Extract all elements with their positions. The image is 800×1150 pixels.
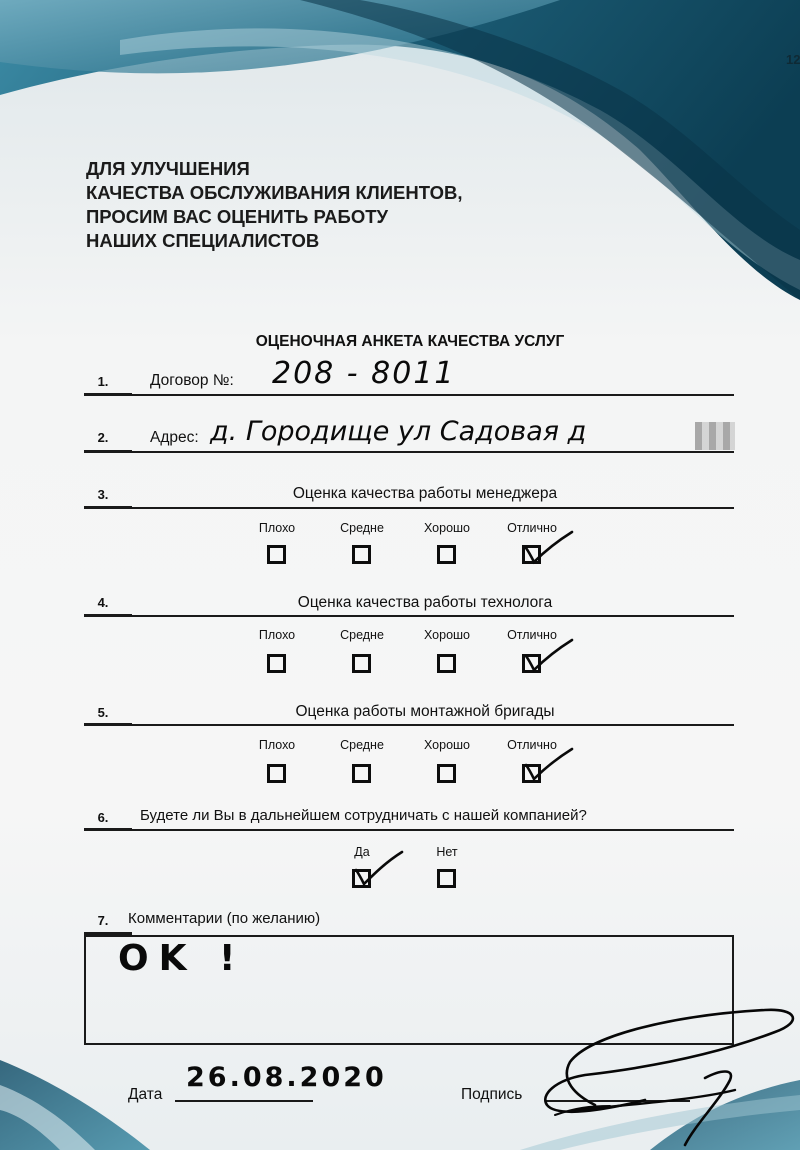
option-label: Отлично xyxy=(507,738,557,752)
item-number: 2. xyxy=(97,430,109,445)
question-title: Будете ли Вы в дальнейшем сотрудничать с нашей компанией? xyxy=(140,807,587,824)
number-underline xyxy=(84,393,132,396)
checkbox-good[interactable] xyxy=(437,764,456,783)
checkbox-average[interactable] xyxy=(352,654,371,673)
address-line xyxy=(132,451,734,453)
intro-line: КАЧЕСТВА ОБСЛУЖИВАНИЯ КЛИЕНТОВ, xyxy=(86,182,463,203)
checkbox-excellent[interactable] xyxy=(522,654,541,673)
checkbox-poor[interactable] xyxy=(267,654,286,673)
date-label: Дата xyxy=(128,1086,163,1103)
checkbox-good[interactable] xyxy=(437,654,456,673)
question-line xyxy=(132,724,734,726)
option-label: Хорошо xyxy=(423,628,471,642)
contract-label: Договор №: xyxy=(150,372,234,389)
checkbox-poor[interactable] xyxy=(267,764,286,783)
form-title: ОЦЕНОЧНАЯ АНКЕТА КАЧЕСТВА УСЛУГ xyxy=(255,333,565,350)
checkbox-poor[interactable] xyxy=(267,545,286,564)
question-title: Оценка качества работы технолога xyxy=(297,594,553,611)
item-number: 4. xyxy=(97,595,109,610)
intro-heading xyxy=(86,157,462,253)
redacted-blur xyxy=(695,422,735,450)
address-value[interactable]: д. Городище ул Садовая д xyxy=(210,416,587,447)
intro-line: НАШИХ СПЕЦИАЛИСТОВ xyxy=(86,230,320,251)
option-label: Средне xyxy=(340,628,384,642)
checkbox-average[interactable] xyxy=(352,545,371,564)
date-value[interactable]: 26.08.2020 xyxy=(186,1062,387,1093)
contract-line xyxy=(132,394,734,396)
address-label: Адрес: xyxy=(150,429,199,446)
option-label: Хорошо xyxy=(423,521,471,535)
question-title: Оценка качества работы менеджера xyxy=(292,485,558,502)
number-underline xyxy=(84,614,132,617)
date-line xyxy=(175,1100,313,1102)
checkbox-good[interactable] xyxy=(437,545,456,564)
item-number: 5. xyxy=(97,705,109,720)
contract-number-value[interactable]: 208 - 8011 xyxy=(272,356,456,391)
item-number: 6. xyxy=(97,810,109,825)
item-number: 1. xyxy=(97,374,109,389)
question-line xyxy=(132,615,734,617)
intro-line: ПРОСИМ ВАС ОЦЕНИТЬ РАБОТУ xyxy=(86,206,389,227)
option-label: Плохо xyxy=(258,628,296,642)
question-line xyxy=(132,829,734,831)
checkbox-no[interactable] xyxy=(437,869,456,888)
checkbox-excellent[interactable] xyxy=(522,545,541,564)
checkbox-yes[interactable] xyxy=(352,869,371,888)
item-number: 3. xyxy=(97,487,109,502)
signature-label: Подпись xyxy=(461,1086,523,1103)
checkbox-excellent[interactable] xyxy=(522,764,541,783)
question-title: Оценка работы монтажной бригады xyxy=(295,703,555,720)
number-underline xyxy=(84,828,132,831)
question-line xyxy=(132,507,734,509)
option-label: Отлично xyxy=(507,521,557,535)
handwritten-signature xyxy=(535,1000,800,1150)
option-label: Нет xyxy=(436,845,458,859)
option-label: Средне xyxy=(340,738,384,752)
option-label: Да xyxy=(354,845,370,859)
checkbox-average[interactable] xyxy=(352,764,371,783)
option-label: Хорошо xyxy=(423,738,471,752)
number-underline xyxy=(84,723,132,726)
number-underline xyxy=(84,450,132,453)
item-number: 7. xyxy=(97,913,109,928)
option-label: Плохо xyxy=(258,738,296,752)
option-label: Отлично xyxy=(507,628,557,642)
option-label: Плохо xyxy=(258,521,296,535)
comments-label: Комментарии (по желанию) xyxy=(128,910,321,927)
number-underline xyxy=(84,506,132,509)
comments-value: OK ! xyxy=(118,938,246,979)
intro-line: ДЛЯ УЛУЧШЕНИЯ xyxy=(86,158,250,179)
option-label: Средне xyxy=(340,521,384,535)
page-number: 12 xyxy=(786,52,800,67)
